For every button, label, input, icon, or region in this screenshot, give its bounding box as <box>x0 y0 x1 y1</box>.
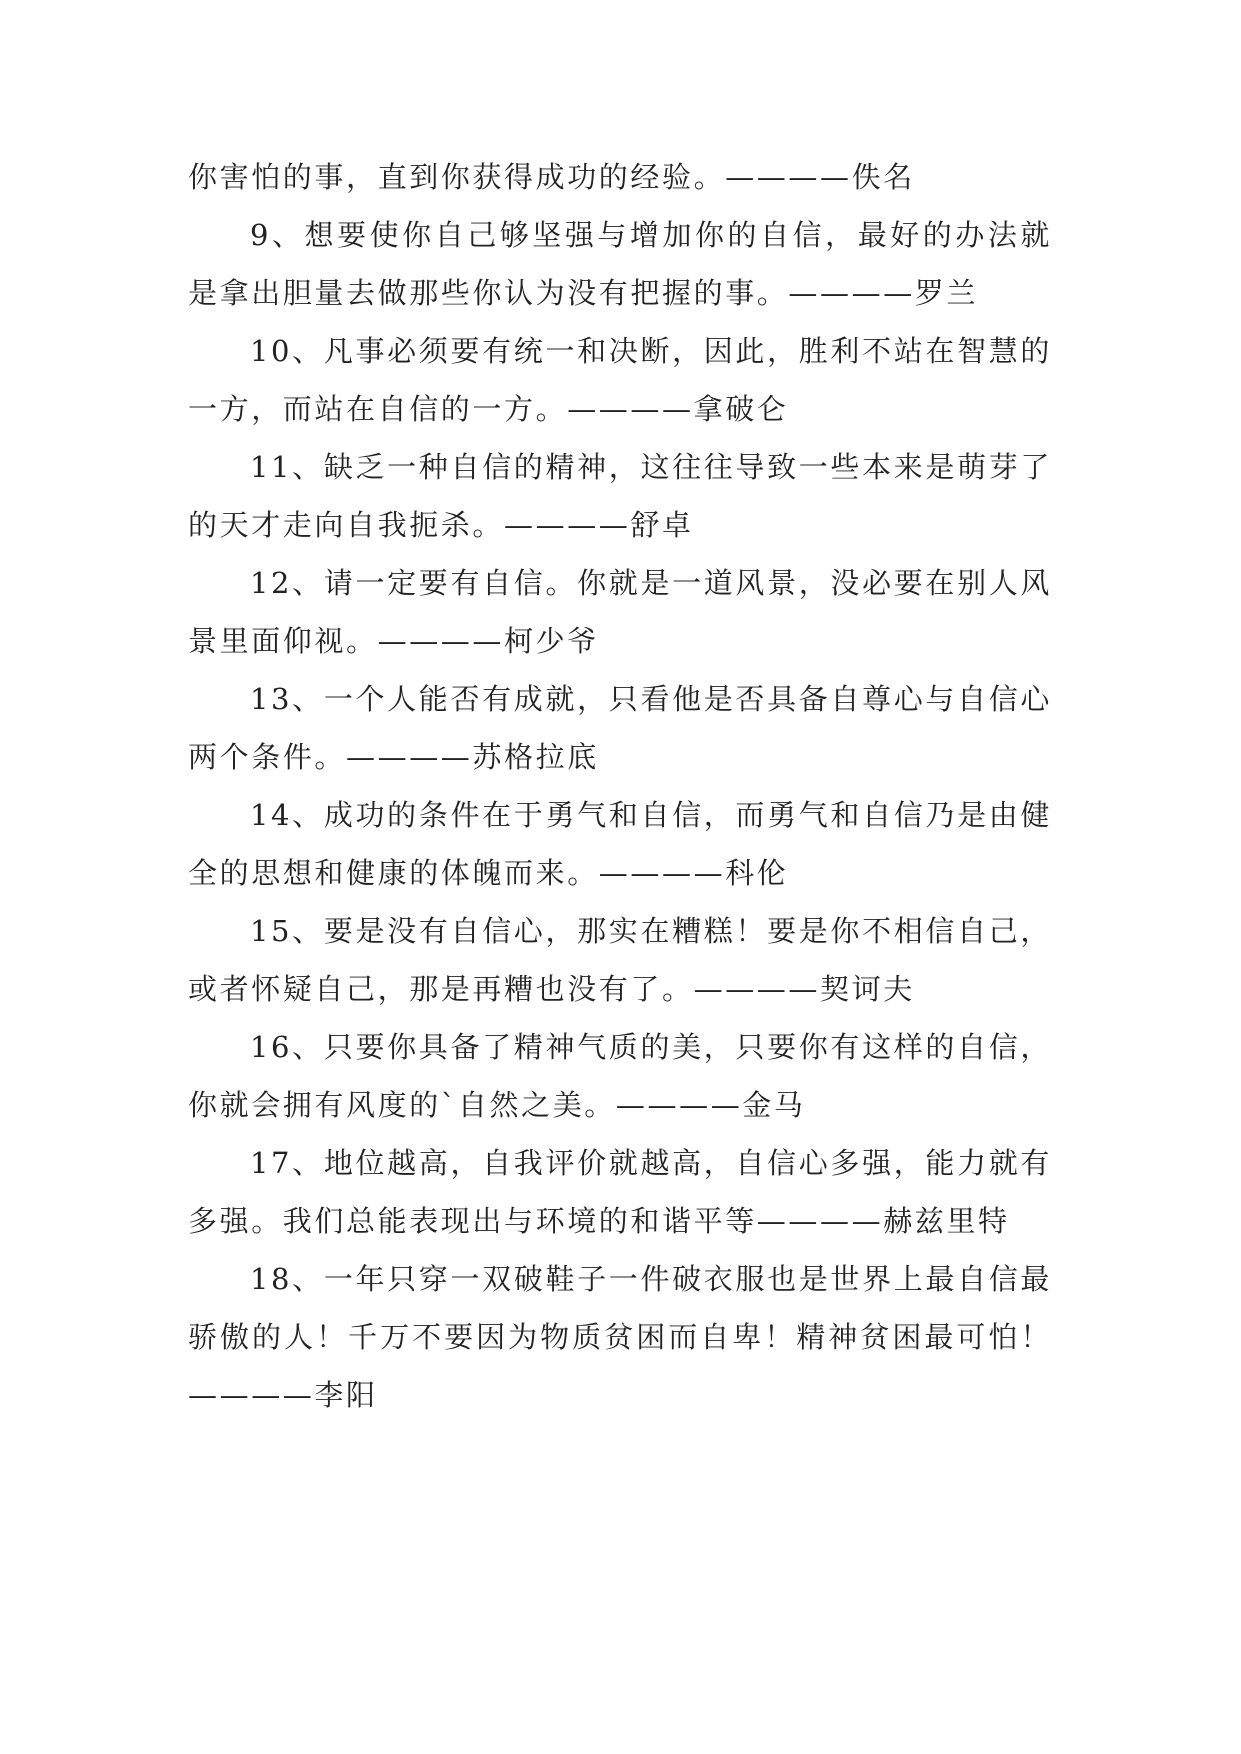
quote-paragraph-17: 17、地位越高，自我评价就越高，自信心多强，能力就有多强。我们总能表现出与环境的和谐平等————赫兹里特 <box>188 1146 1052 1238</box>
document-body <box>188 148 1052 1424</box>
quote-paragraph-13: 13、一个人能否有成就，只看他是否具备自尊心与自信心两个条件。————苏格拉底 <box>188 682 1052 774</box>
quote-paragraph-continued: 你害怕的事，直到你获得成功的经验。————佚名 <box>188 160 915 194</box>
quote-paragraph-12: 12、请一定要有自信。你就是一道风景，没必要在别人风景里面仰视。————柯少爷 <box>188 566 1052 658</box>
quote-paragraph-18: 18、一年只穿一双破鞋子一件破衣服也是世界上最自信最骄傲的人！千万不要因为物质贫困而自卑！精神贫困最可怕！————李阳 <box>188 1262 1052 1412</box>
quote-paragraph-11: 11、缺乏一种自信的精神，这往往导致一些本来是萌芽了的天才走向自我扼杀。————舒卓 <box>188 450 1052 542</box>
quote-paragraph-9: 9、想要使你自己够坚强与增加你的自信，最好的办法就是拿出胆量去做那些你认为没有把握的事。————罗兰 <box>188 218 1052 310</box>
quote-paragraph-16: 16、只要你具备了精神气质的美，只要你有这样的自信，你就会拥有风度的`自然之美。————金马 <box>188 1030 1052 1122</box>
quote-paragraph-14: 14、成功的条件在于勇气和自信，而勇气和自信乃是由健全的思想和健康的体魄而来。————科伦 <box>188 798 1052 890</box>
quote-paragraph-10: 10、凡事必须要有统一和决断，因此，胜利不站在智慧的一方，而站在自信的一方。————拿破仑 <box>188 334 1052 426</box>
quote-paragraph-15: 15、要是没有自信心，那实在糟糕！要是你不相信自己，或者怀疑自己，那是再糟也没有了。————契诃夫 <box>188 914 1052 1006</box>
